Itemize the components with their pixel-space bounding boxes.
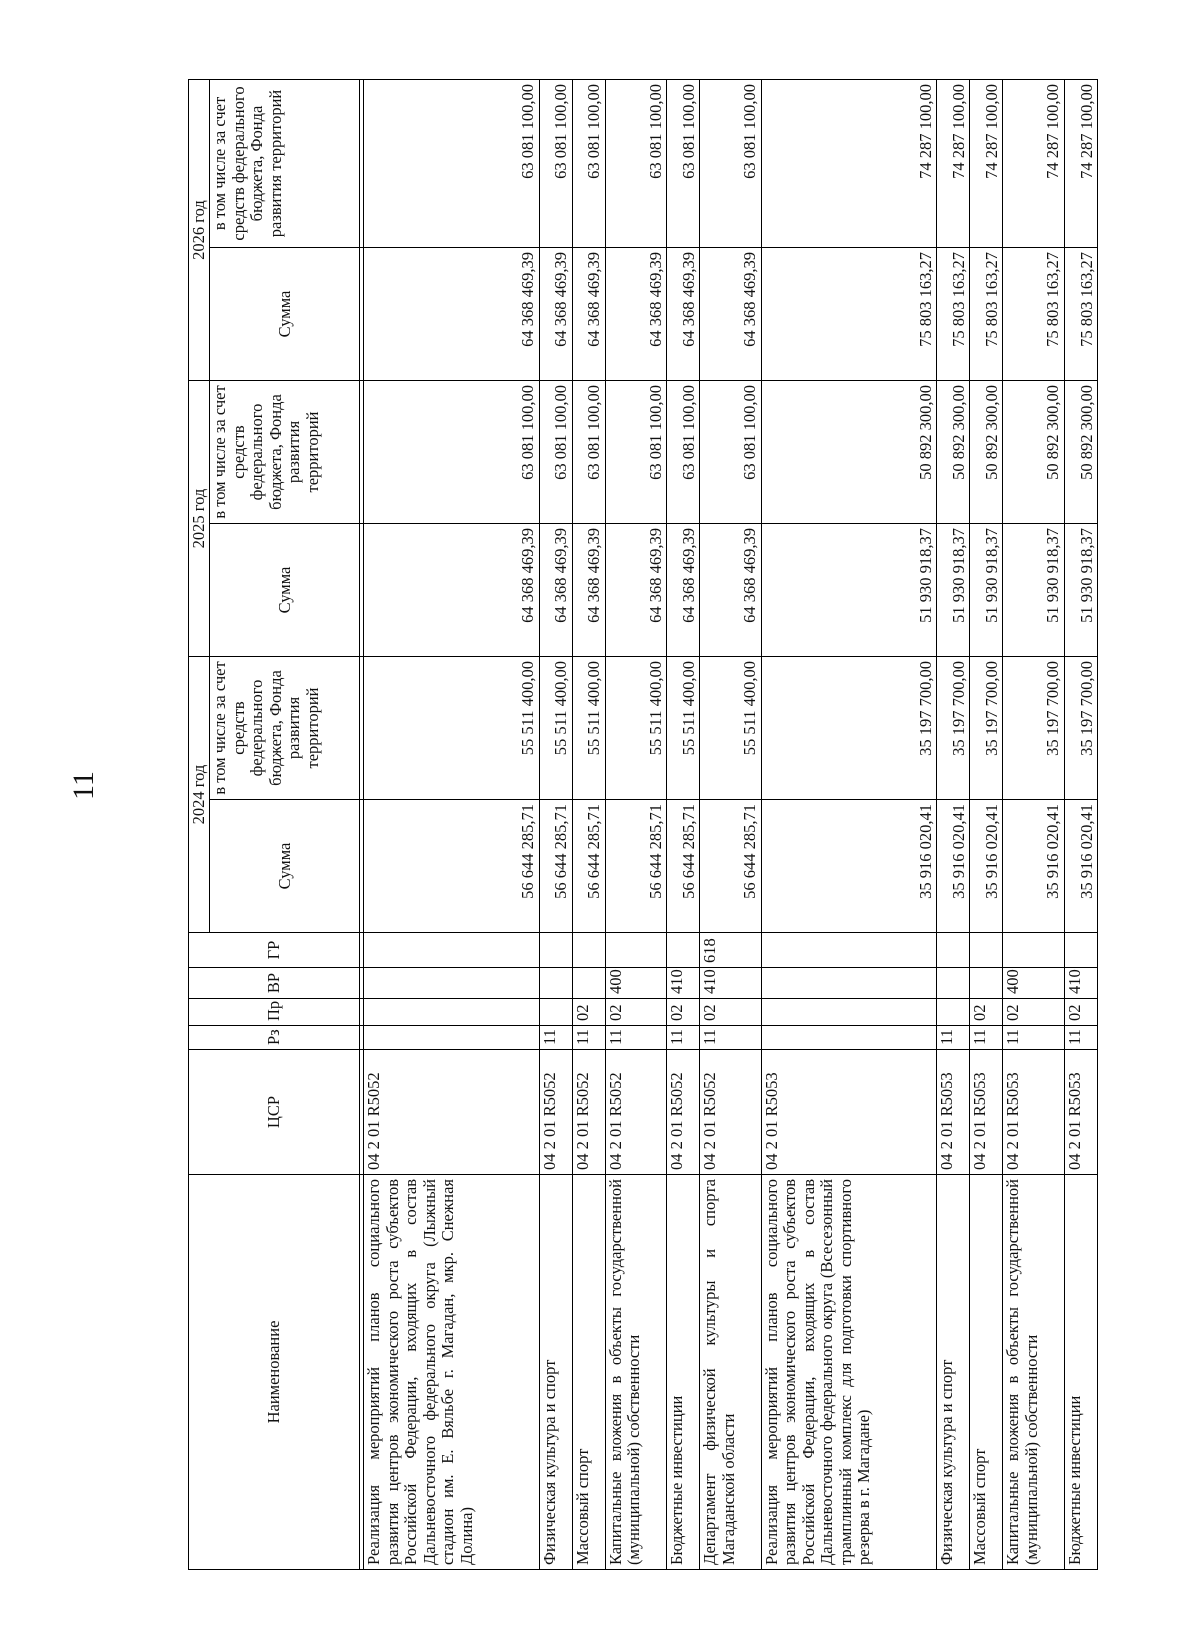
- row-vr: 410: [700, 968, 762, 999]
- row-rz: [364, 1026, 539, 1050]
- row-pr: [937, 999, 970, 1026]
- header-year-2025: 2025 год: [189, 381, 210, 657]
- row-fed-2024: 35 197 700,00: [1064, 657, 1097, 800]
- table-row: [605, 80, 667, 1570]
- row-gr: [937, 933, 970, 968]
- row-fed-2024: 55 511 400,00: [364, 657, 539, 800]
- row-csr: 04 2 01 R5053: [1064, 1050, 1097, 1175]
- row-sum-2025: 64 368 469,39: [539, 524, 572, 657]
- row-name: Бюджетные инвестиции: [667, 1175, 700, 1570]
- budget-table: [188, 79, 1098, 1570]
- row-vr: 410: [667, 968, 700, 999]
- header-sum-2025: Сумма: [210, 524, 360, 657]
- budget-table-container: [188, 84, 1098, 1570]
- row-pr: [761, 999, 936, 1026]
- row-gr: [572, 933, 605, 968]
- row-sum-2026: 64 368 469,39: [572, 248, 605, 381]
- header-csr: ЦСР: [189, 1050, 360, 1175]
- row-vr: 410: [1064, 968, 1097, 999]
- header-sum-2024: Сумма: [210, 800, 360, 933]
- row-sum-2026: 64 368 469,39: [539, 248, 572, 381]
- header-fed-2025: в том числе за счет средств федерального бюджета, Фонда развития территорий: [210, 381, 360, 524]
- row-sum-2026: 64 368 469,39: [364, 248, 539, 381]
- row-csr: 04 2 01 R5053: [937, 1050, 970, 1175]
- row-fed-2024: 35 197 700,00: [761, 657, 936, 800]
- row-fed-2026: 63 081 100,00: [539, 80, 572, 248]
- table-row: [700, 80, 762, 1570]
- row-fed-2024: 55 511 400,00: [667, 657, 700, 800]
- row-fed-2026: 63 081 100,00: [700, 80, 762, 248]
- row-sum-2026: 64 368 469,39: [605, 248, 667, 381]
- row-rz: 11: [970, 1026, 1003, 1050]
- header-gr: ГР: [189, 933, 360, 968]
- row-gr: [970, 933, 1003, 968]
- row-name: Физическая культура и спорт: [937, 1175, 970, 1570]
- row-fed-2024: 55 511 400,00: [539, 657, 572, 800]
- row-pr: 02: [1064, 999, 1097, 1026]
- row-fed-2025: 63 081 100,00: [539, 381, 572, 524]
- row-gr: [539, 933, 572, 968]
- row-sum-2024: 56 644 285,71: [667, 800, 700, 933]
- row-sum-2025: 51 930 918,37: [761, 524, 936, 657]
- row-name: Бюджетные инвестиции: [1064, 1175, 1097, 1570]
- row-sum-2025: 64 368 469,39: [700, 524, 762, 657]
- row-sum-2026: 64 368 469,39: [667, 248, 700, 381]
- row-sum-2026: 75 803 163,27: [970, 248, 1003, 381]
- row-vr: 400: [1003, 968, 1065, 999]
- row-pr: 02: [667, 999, 700, 1026]
- row-rz: 11: [572, 1026, 605, 1050]
- row-sum-2024: 56 644 285,71: [539, 800, 572, 933]
- row-sum-2024: 56 644 285,71: [572, 800, 605, 933]
- table-row: [1064, 80, 1097, 1570]
- header-pr: Пр: [189, 999, 360, 1026]
- row-gr: 618: [700, 933, 762, 968]
- row-name: Департамент физической культуры и спорта Магаданской области: [700, 1175, 762, 1570]
- row-fed-2026: 74 287 100,00: [761, 80, 936, 248]
- row-fed-2025: 50 892 300,00: [1064, 381, 1097, 524]
- row-vr: 400: [605, 968, 667, 999]
- row-fed-2025: 50 892 300,00: [1003, 381, 1065, 524]
- row-vr: [539, 968, 572, 999]
- row-pr: [539, 999, 572, 1026]
- row-fed-2024: 55 511 400,00: [605, 657, 667, 800]
- row-fed-2024: 55 511 400,00: [572, 657, 605, 800]
- page-number: 11: [67, 771, 100, 800]
- row-sum-2024: 35 916 020,41: [1064, 800, 1097, 933]
- row-sum-2024: 35 916 020,41: [937, 800, 970, 933]
- table-row: [1003, 80, 1065, 1570]
- header-fed-2026: в том числе за счет средств федерального бюджета, Фонда развития территорий: [210, 80, 360, 248]
- table-row: [937, 80, 970, 1570]
- row-fed-2025: 50 892 300,00: [761, 381, 936, 524]
- row-fed-2026: 74 287 100,00: [1003, 80, 1065, 248]
- row-sum-2025: 51 930 918,37: [937, 524, 970, 657]
- row-sum-2025: 51 930 918,37: [1003, 524, 1065, 657]
- row-sum-2026: 75 803 163,27: [1003, 248, 1065, 381]
- row-sum-2025: 64 368 469,39: [605, 524, 667, 657]
- row-name: Реализация мероприятий планов социального развития центров экономического роста субъектов Российской Федерации, входящих в состав Дальневосточного федерального округа (Лыжный стадион им. Е. Вяльбе г. Магадан, мкр. Снежная Долина): [364, 1175, 539, 1570]
- header-row-years: [189, 80, 210, 1570]
- row-sum-2025: 51 930 918,37: [1064, 524, 1097, 657]
- row-sum-2026: 75 803 163,27: [937, 248, 970, 381]
- header-name: Наименование: [189, 1175, 360, 1570]
- row-name: Физическая культура и спорт: [539, 1175, 572, 1570]
- row-sum-2026: 75 803 163,27: [1064, 248, 1097, 381]
- row-fed-2024: 35 197 700,00: [970, 657, 1003, 800]
- row-sum-2024: 35 916 020,41: [970, 800, 1003, 933]
- row-pr: 02: [1003, 999, 1065, 1026]
- row-fed-2025: 63 081 100,00: [700, 381, 762, 524]
- row-rz: 11: [1003, 1026, 1065, 1050]
- row-fed-2026: 63 081 100,00: [364, 80, 539, 248]
- row-sum-2024: 56 644 285,71: [700, 800, 762, 933]
- row-gr: [761, 933, 936, 968]
- row-fed-2026: 74 287 100,00: [937, 80, 970, 248]
- row-name: Капитальные вложения в объекты государственной (муниципальной) собственности: [605, 1175, 667, 1570]
- row-csr: 04 2 01 R5053: [1003, 1050, 1065, 1175]
- row-sum-2024: 56 644 285,71: [364, 800, 539, 933]
- row-rz: 11: [667, 1026, 700, 1050]
- header-year-2024: 2024 год: [189, 657, 210, 933]
- row-fed-2025: 50 892 300,00: [970, 381, 1003, 524]
- row-sum-2025: 51 930 918,37: [970, 524, 1003, 657]
- row-csr: 04 2 01 R5052: [667, 1050, 700, 1175]
- row-csr: 04 2 01 R5052: [572, 1050, 605, 1175]
- row-gr: [605, 933, 667, 968]
- row-pr: 02: [970, 999, 1003, 1026]
- row-pr: 02: [572, 999, 605, 1026]
- row-fed-2026: 63 081 100,00: [572, 80, 605, 248]
- row-fed-2026: 63 081 100,00: [667, 80, 700, 248]
- row-sum-2026: 64 368 469,39: [700, 248, 762, 381]
- row-sum-2025: 64 368 469,39: [364, 524, 539, 657]
- row-fed-2026: 74 287 100,00: [970, 80, 1003, 248]
- row-rz: 11: [539, 1026, 572, 1050]
- row-rz: 11: [937, 1026, 970, 1050]
- row-pr: 02: [605, 999, 667, 1026]
- row-csr: 04 2 01 R5052: [539, 1050, 572, 1175]
- row-fed-2025: 63 081 100,00: [364, 381, 539, 524]
- row-sum-2024: 56 644 285,71: [605, 800, 667, 933]
- table-row: [572, 80, 605, 1570]
- row-vr: [572, 968, 605, 999]
- row-vr: [970, 968, 1003, 999]
- row-fed-2026: 63 081 100,00: [605, 80, 667, 248]
- row-csr: 04 2 01 R5053: [761, 1050, 936, 1175]
- row-sum-2024: 35 916 020,41: [761, 800, 936, 933]
- row-vr: [937, 968, 970, 999]
- row-vr: [364, 968, 539, 999]
- header-fed-2024: в том числе за счет средств федерального бюджета, Фонда развития территорий: [210, 657, 360, 800]
- row-fed-2024: 55 511 400,00: [700, 657, 762, 800]
- row-fed-2024: 35 197 700,00: [1003, 657, 1065, 800]
- row-rz: 11: [1064, 1026, 1097, 1050]
- table-row: [970, 80, 1003, 1570]
- table-row: [364, 80, 539, 1570]
- row-sum-2025: 64 368 469,39: [667, 524, 700, 657]
- row-csr: 04 2 01 R5052: [364, 1050, 539, 1175]
- header-rz: Рз: [189, 1026, 360, 1050]
- row-fed-2025: 50 892 300,00: [937, 381, 970, 524]
- row-gr: [1003, 933, 1065, 968]
- row-vr: [761, 968, 936, 999]
- row-csr: 04 2 01 R5052: [605, 1050, 667, 1175]
- row-csr: 04 2 01 R5053: [970, 1050, 1003, 1175]
- header-sum-2026: Сумма: [210, 248, 360, 381]
- row-sum-2025: 64 368 469,39: [572, 524, 605, 657]
- row-fed-2025: 63 081 100,00: [667, 381, 700, 524]
- header-year-2026: 2026 год: [189, 80, 210, 381]
- row-name: Реализация мероприятий планов социального развития центров экономического роста субъектов Российской Федерации, входящих в состав Дальневосточного федерального округа (Всесезонный трамплинный комплекс для подготовки спортивного резерва в г. Магадане): [761, 1175, 936, 1570]
- row-gr: [364, 933, 539, 968]
- row-gr: [667, 933, 700, 968]
- row-sum-2024: 35 916 020,41: [1003, 800, 1065, 933]
- row-pr: 02: [700, 999, 762, 1026]
- row-fed-2025: 63 081 100,00: [605, 381, 667, 524]
- header-vr: ВР: [189, 968, 360, 999]
- row-sum-2026: 75 803 163,27: [761, 248, 936, 381]
- row-rz: [761, 1026, 936, 1050]
- row-rz: 11: [605, 1026, 667, 1050]
- row-pr: [364, 999, 539, 1026]
- row-name: Массовый спорт: [572, 1175, 605, 1570]
- row-gr: [1064, 933, 1097, 968]
- table-row: [667, 80, 700, 1570]
- row-rz: 11: [700, 1026, 762, 1050]
- row-name: Капитальные вложения в объекты государственной (муниципальной) собственности: [1003, 1175, 1065, 1570]
- table-row: [539, 80, 572, 1570]
- table-row: [761, 80, 936, 1570]
- row-fed-2024: 35 197 700,00: [937, 657, 970, 800]
- row-fed-2025: 63 081 100,00: [572, 381, 605, 524]
- row-name: Массовый спорт: [970, 1175, 1003, 1570]
- row-fed-2026: 74 287 100,00: [1064, 80, 1097, 248]
- row-csr: 04 2 01 R5052: [700, 1050, 762, 1175]
